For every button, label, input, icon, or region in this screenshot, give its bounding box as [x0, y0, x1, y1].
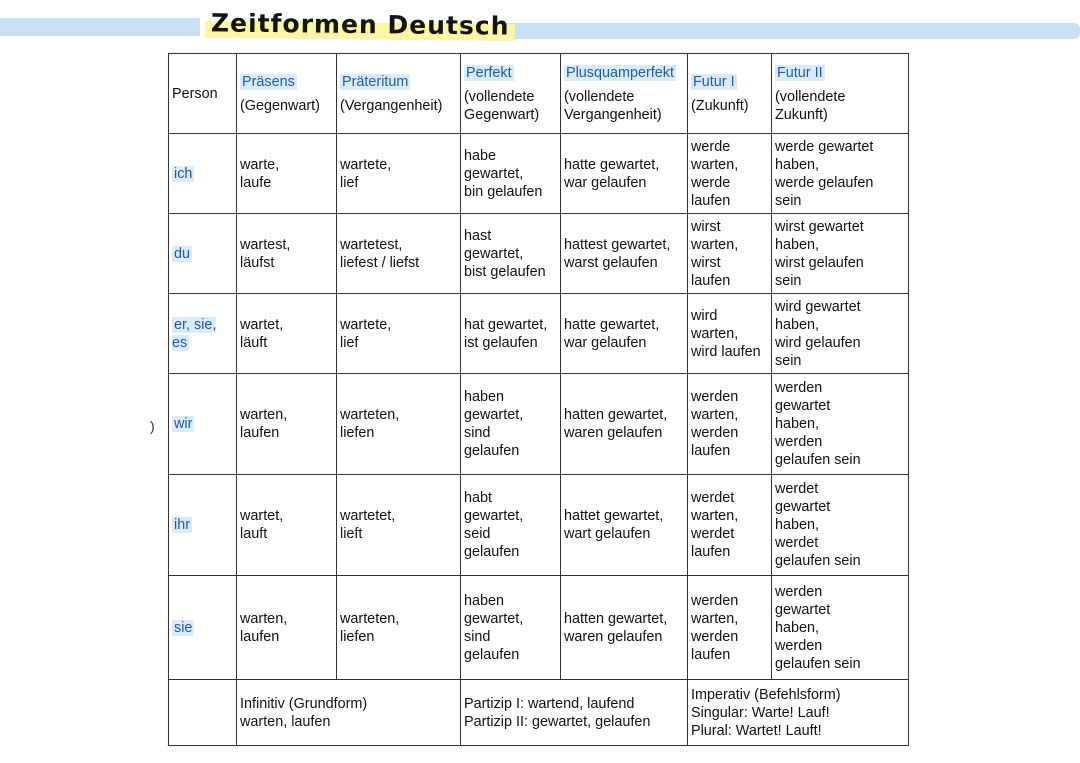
table-cell: haben gewartet, sind gelaufen: [461, 576, 561, 680]
person-cell: [169, 134, 237, 214]
row-ihr: [169, 475, 909, 576]
header-sub: (vollendete Zukunft): [775, 88, 846, 123]
header-name: Futur II: [777, 64, 823, 81]
person-label: sie: [174, 619, 193, 636]
header-sub: (vollendete Gegenwart): [464, 88, 540, 123]
table-cell: werden gewartet haben, werden gelaufen sein: [772, 576, 909, 680]
header-name: Futur I: [693, 73, 735, 90]
table-cell: warten, laufen: [237, 374, 337, 475]
person-label: du: [174, 245, 191, 262]
person-cell: [169, 294, 237, 374]
table-cell: hattet gewartet, wart gelaufen: [561, 475, 688, 576]
page-title: Zeitformen Deutsch: [205, 8, 516, 43]
table-cell: wartetest, liefest / liefst: [337, 214, 461, 294]
row-du: [169, 214, 909, 294]
table-cell: hast gewartet, bist gelaufen: [461, 214, 561, 294]
table-cell: hatte gewartet, war gelaufen: [561, 294, 688, 374]
header-row: [169, 54, 909, 134]
row-ich: [169, 134, 909, 214]
header-praeteritum: [337, 54, 461, 134]
footer-imperativ: Imperativ (Befehlsform) Singular: Warte! Lauf! Plural: Wartet! Lauft!: [688, 680, 909, 746]
table-cell: hat gewartet, ist gelaufen: [461, 294, 561, 374]
edge-mark: ): [150, 418, 155, 434]
person-cell: [169, 576, 237, 680]
table-cell: warten, laufen: [237, 576, 337, 680]
title-highlight-left: [0, 18, 200, 36]
footer-partizip: Partizip I: wartend, laufend Partizip II: gewartet, gelaufen: [461, 680, 688, 746]
person-label: ich: [174, 165, 193, 182]
header-name: Präteritum: [342, 73, 409, 90]
person-cell: [169, 374, 237, 475]
table-cell: werden warten, werden laufen: [688, 576, 772, 680]
title-band: [0, 18, 1080, 42]
table-cell: wartet, lauft: [237, 475, 337, 576]
table-cell: werden gewartet haben, werden gelaufen sein: [772, 374, 909, 475]
table-cell: werden warten, werden laufen: [688, 374, 772, 475]
table-cell: wirst warten, wirst laufen: [688, 214, 772, 294]
table-cell: warteten, liefen: [337, 374, 461, 475]
person-label: er, sie, es: [172, 316, 217, 351]
header-name: Plusquamperfekt: [566, 64, 674, 81]
table-cell: wartete, lief: [337, 134, 461, 214]
row-sie: [169, 576, 909, 680]
table-cell: wartet, läuft: [237, 294, 337, 374]
title-highlight-right: [488, 23, 1080, 39]
conjugation-sheet: [168, 53, 910, 750]
header-sub: (Gegenwart): [240, 97, 320, 114]
header-sub: (Zukunft): [691, 97, 749, 114]
table-cell: hatten gewartet, waren gelaufen: [561, 576, 688, 680]
table-cell: hatten gewartet, waren gelaufen: [561, 374, 688, 475]
header-name: Präsens: [242, 73, 295, 90]
table-cell: werdet gewartet haben, werdet gelaufen sein: [772, 475, 909, 576]
table-cell: wartete, lief: [337, 294, 461, 374]
table-cell: werde gewartet haben, werde gelaufen sein: [772, 134, 909, 214]
footer-row: [169, 680, 909, 746]
table-cell: wirst gewartet haben, wirst gelaufen sein: [772, 214, 909, 294]
header-sub: (Vergangenheit): [340, 97, 443, 114]
table-cell: wird gewartet haben, wird gelaufen sein: [772, 294, 909, 374]
conjugation-table: [168, 53, 909, 746]
header-person: Person: [169, 54, 237, 134]
table-cell: werdet warten, werdet laufen: [688, 475, 772, 576]
footer-empty-cell: [169, 680, 237, 746]
header-plusquamperfekt: [561, 54, 688, 134]
table-cell: wartetet, lieft: [337, 475, 461, 576]
header-name: Perfekt: [466, 64, 512, 81]
table-cell: warteten, liefen: [337, 576, 461, 680]
footer-infinitiv: Infinitiv (Grundform) warten, laufen: [237, 680, 461, 746]
table-cell: hattest gewartet, warst gelaufen: [561, 214, 688, 294]
table-cell: habt gewartet, seid gelaufen: [461, 475, 561, 576]
person-cell: [169, 475, 237, 576]
header-futur2: [772, 54, 909, 134]
row-er-sie-es: [169, 294, 909, 374]
table-cell: werde warten, werde laufen: [688, 134, 772, 214]
table-cell: habe gewartet, bin gelaufen: [461, 134, 561, 214]
header-sub: (vollendete Vergangenheit): [564, 88, 662, 123]
table-cell: wird warten, wird laufen: [688, 294, 772, 374]
row-wir: [169, 374, 909, 475]
person-label: wir: [174, 416, 193, 432]
header-futur1: [688, 54, 772, 134]
table-cell: wartest, läufst: [237, 214, 337, 294]
person-cell: [169, 214, 237, 294]
table-cell: hatte gewartet, war gelaufen: [561, 134, 688, 214]
person-label: ihr: [174, 517, 190, 533]
table-cell: haben gewartet, sind gelaufen: [461, 374, 561, 475]
header-praesens: [237, 54, 337, 134]
table-cell: warte, laufe: [237, 134, 337, 214]
header-perfekt: [461, 54, 561, 134]
